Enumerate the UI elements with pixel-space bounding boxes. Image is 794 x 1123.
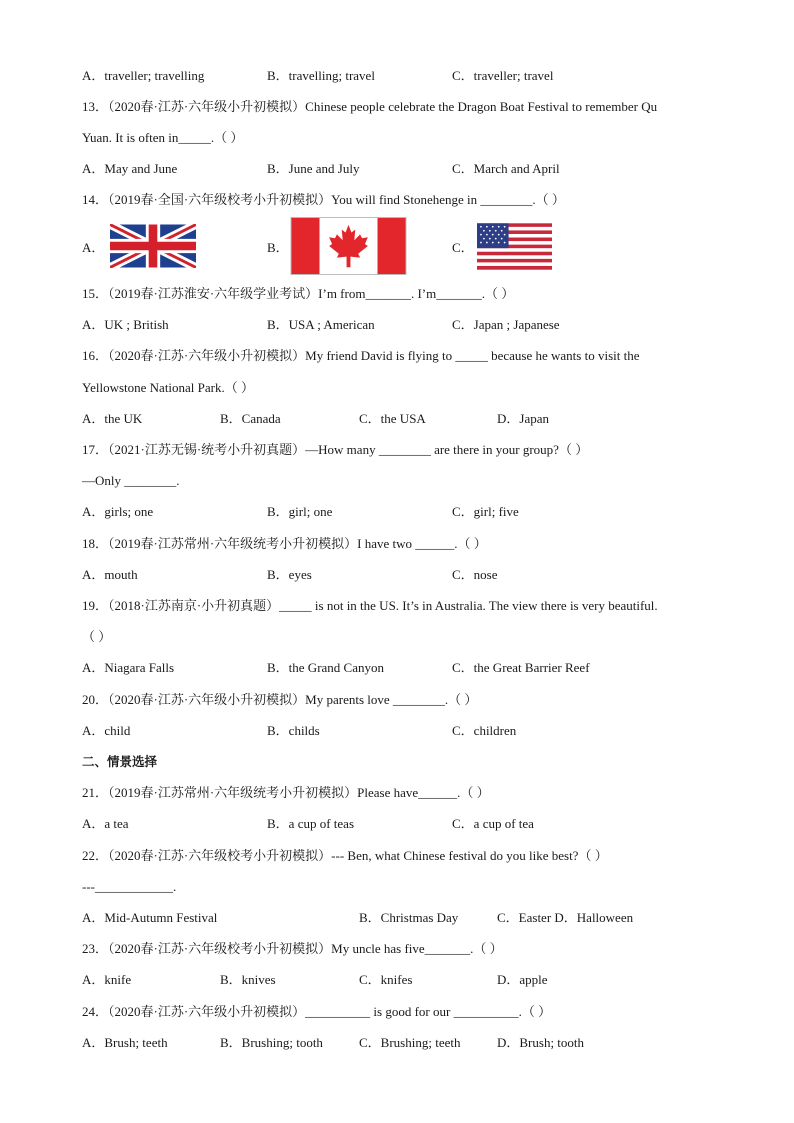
q18-option-b: B．eyes: [267, 567, 312, 582]
q16-option-c: C．the USA: [359, 411, 426, 426]
q21-option-a: A．a tea: [82, 816, 129, 831]
q16-option-b: B．Canada: [220, 411, 281, 426]
q19-stem-line1: 19．（2018·江苏南京·小升初真题）_____ is not in the US. It’s in Australia. The view there is very beautiful.: [82, 598, 658, 613]
q16-stem-line2: Yellowstone National Park.（ ）: [82, 380, 255, 395]
q20-option-b: B．childs: [267, 723, 320, 738]
q22-option-b: B．Christmas Day: [359, 910, 459, 925]
q20-option-c: C．children: [452, 723, 517, 738]
q24-stem-line1: 24．（2020春·江苏·六年级小升初模拟）__________ is good for our __________.（ ）: [82, 1004, 552, 1019]
q19-option-a: A．Niagara Falls: [82, 660, 175, 675]
q20-option-a: A．child: [82, 723, 131, 738]
q21-stem-line1: 21．（2019春·江苏常州·六年级统考小升初模拟）Please have______.（ ）: [82, 785, 490, 800]
q12-option-b: B．travelling; travel: [267, 68, 375, 83]
q16-option-a: A．the UK: [82, 411, 143, 426]
q19-option-c: C．the Great Barrier Reef: [452, 660, 590, 675]
q21-option-b: B．a cup of teas: [267, 816, 355, 831]
q17-option-a: A．girls; one: [82, 504, 154, 519]
q17-stem-line1: 17．（2021·江苏无锡·统考小升初真题）—How many ________ are there in your group?（ ）: [82, 442, 589, 457]
q20-stem-line1: 20．（2020春·江苏·六年级小升初模拟）My parents love ________.（ ）: [82, 692, 478, 707]
q14-option-c-label: C．: [452, 240, 474, 255]
q22-option-a: A．Mid-Autumn Festival: [82, 910, 218, 925]
q13-stem-line1: 13．（2020春·江苏·六年级小升初模拟）Chinese people celebrate the Dragon Boat Festival to remember Qu: [82, 99, 658, 114]
q12-option-a: A．traveller; travelling: [82, 68, 205, 83]
q22-option-c: C．Easter D．Halloween: [497, 910, 634, 925]
q13-option-a: A．May and June: [82, 161, 178, 176]
q22-stem-line1: 22．（2020春·江苏·六年级校考小升初模拟）--- Ben, what Chinese festival do you like best?（ ）: [82, 848, 608, 863]
q13-option-c: C．March and April: [452, 161, 560, 176]
q17-option-c: C．girl; five: [452, 504, 519, 519]
q21-option-c: C．a cup of tea: [452, 816, 534, 831]
q14-stem-line1: 14．（2019春·全国·六年级校考小升初模拟）You will find Stonehenge in ________.（ ）: [82, 192, 565, 207]
q18-option-c: C．nose: [452, 567, 498, 582]
q15-stem-line1: 15．（2019春·江苏淮安·六年级学业考试）I’m from_______. I’m_______.（ ）: [82, 286, 515, 301]
q15-option-b: B．USA ; American: [267, 317, 375, 332]
q24-option-d: D．Brush; tooth: [497, 1035, 585, 1050]
q15-option-c: C．Japan ; Japanese: [452, 317, 560, 332]
q16-option-d: D．Japan: [497, 411, 549, 426]
q19-stem-line2: （ ）: [82, 629, 112, 644]
q19-option-b: B．the Grand Canyon: [267, 660, 384, 675]
q14-option-a-label: A．: [82, 240, 105, 255]
q12-option-c: C．traveller; travel: [452, 68, 554, 83]
q17-stem-line2: —Only ________.: [82, 473, 180, 488]
q16-stem-line1: 16．（2020春·江苏·六年级小升初模拟）My friend David is flying to _____ because he wants to visit the: [82, 348, 640, 363]
q14-option-b-label: B．: [267, 240, 289, 255]
section-heading: 二、情景选择: [82, 754, 158, 769]
q24-option-a: A．Brush; teeth: [82, 1035, 168, 1050]
q23-option-a: A．knife: [82, 972, 132, 987]
uk-flag-icon: [110, 224, 196, 268]
q22-stem-line2: ---____________.: [82, 879, 177, 894]
q13-option-b: B．June and July: [267, 161, 360, 176]
q23-option-b: B．knives: [220, 972, 276, 987]
q18-stem-line1: 18．（2019春·江苏常州·六年级统考小升初模拟）I have two ______.（ ）: [82, 536, 487, 551]
q23-option-c: C．knifes: [359, 972, 413, 987]
q23-stem-line1: 23．（2020春·江苏·六年级校考小升初模拟）My uncle has five_______.（ ）: [82, 941, 503, 956]
q15-option-a: A．UK ; British: [82, 317, 169, 332]
q24-option-c: C．Brushing; teeth: [359, 1035, 461, 1050]
q13-stem-line2: Yuan. It is often in_____.（ ）: [82, 130, 244, 145]
usa-flag-icon: [477, 223, 552, 270]
q17-option-b: B．girl; one: [267, 504, 333, 519]
canada-flag-icon: [290, 217, 407, 275]
q23-option-d: D．apple: [497, 972, 548, 987]
q24-option-b: B．Brushing; tooth: [220, 1035, 323, 1050]
q18-option-a: A．mouth: [82, 567, 138, 582]
